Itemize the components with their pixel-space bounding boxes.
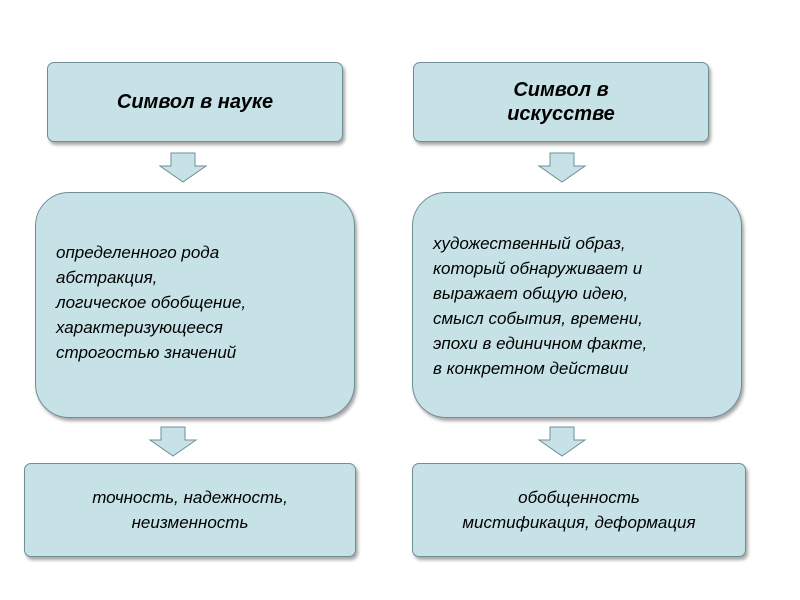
science-symbol-header-text: Символ в науке bbox=[116, 91, 274, 113]
art-symbol-properties bbox=[412, 463, 746, 557]
definition-line: определенного рода bbox=[56, 243, 220, 262]
art-symbol-header bbox=[413, 62, 709, 142]
science-symbol-header bbox=[47, 62, 343, 142]
down-arrow-icon bbox=[537, 426, 587, 458]
definition-line: характеризующееся bbox=[56, 318, 223, 337]
science-symbol-definition bbox=[35, 192, 355, 418]
definition-line: абстракция, bbox=[56, 268, 158, 287]
science-symbol-properties bbox=[24, 463, 356, 557]
properties-line: обобщенность bbox=[518, 488, 640, 507]
down-arrow-icon bbox=[148, 426, 198, 458]
down-arrow-icon bbox=[158, 152, 208, 184]
properties-line: точность, надежность, bbox=[92, 488, 288, 507]
definition-line: эпохи в единичном факте, bbox=[433, 334, 648, 353]
properties-line: мистификация, деформация bbox=[462, 513, 696, 532]
art-symbol-header-line: Символ в bbox=[513, 79, 609, 101]
definition-line: который обнаруживает и bbox=[433, 259, 643, 278]
definition-line: в конкретном действии bbox=[433, 359, 629, 378]
properties-line: неизменность bbox=[131, 513, 249, 532]
definition-line: смысл события, времени, bbox=[433, 309, 643, 328]
definition-line: логическое обобщение, bbox=[56, 293, 247, 312]
definition-line: строгостью значений bbox=[56, 343, 237, 362]
definition-line: художественный образ, bbox=[433, 234, 626, 253]
art-symbol-definition bbox=[412, 192, 742, 418]
down-arrow-icon bbox=[537, 152, 587, 184]
definition-line: выражает общую идею, bbox=[433, 284, 629, 303]
art-symbol-header-line: искусстве bbox=[507, 103, 615, 125]
